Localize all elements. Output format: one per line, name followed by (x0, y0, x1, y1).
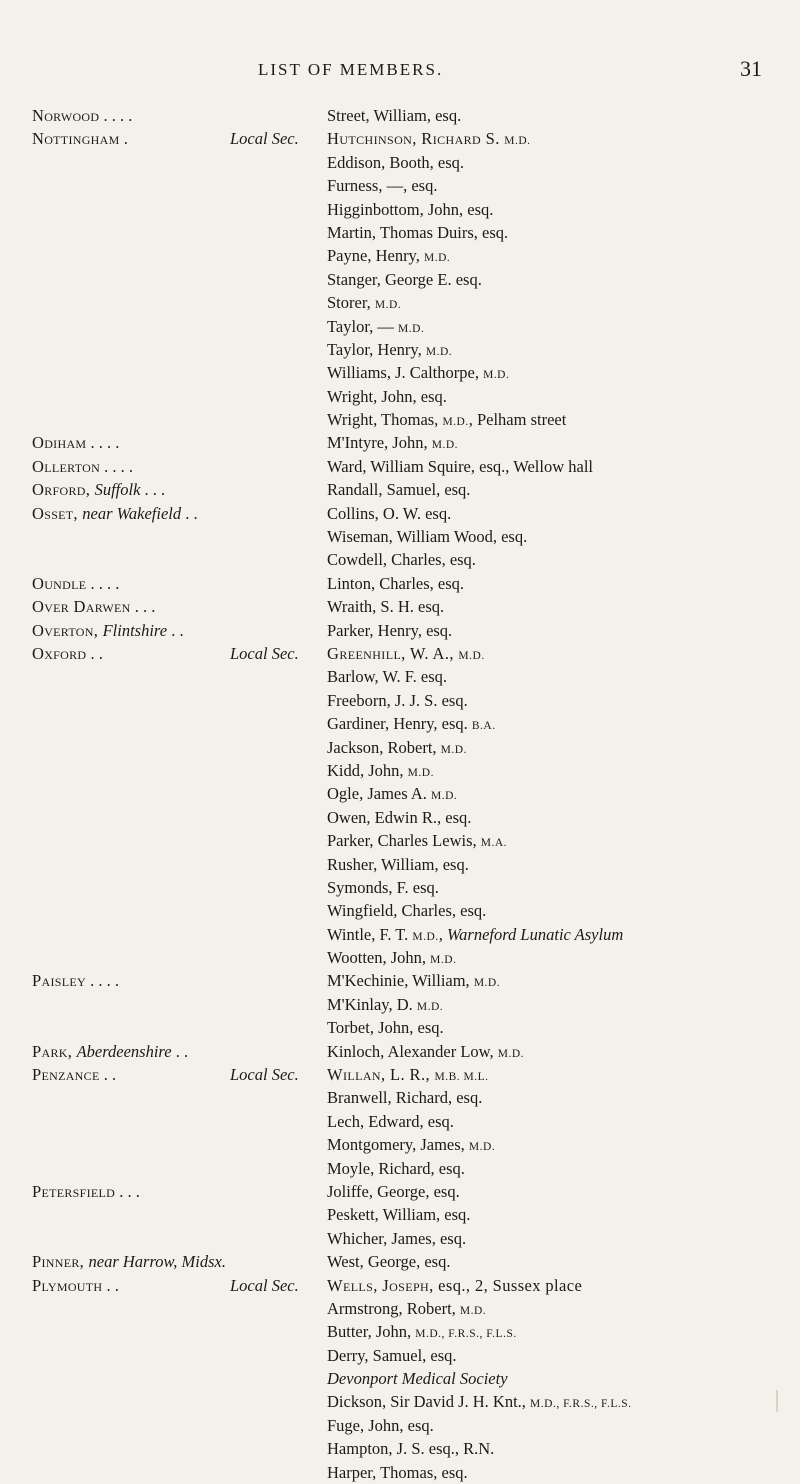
leader-dots: . . . (130, 597, 156, 617)
member-entry (327, 174, 437, 197)
member-name: Derry, Samuel, esq. (327, 1345, 457, 1365)
member-name: Wright, John, esq. (327, 386, 447, 406)
list-item (0, 712, 800, 735)
member-name: Wootten, John, (327, 948, 431, 968)
member-name: Rusher, William, esq. (327, 854, 469, 874)
member-name: Peskett, William, esq. (327, 1205, 471, 1225)
member-name: M'Kechinie, William, (327, 971, 474, 991)
member-name: Wraith, S. H. esq. (327, 597, 445, 617)
members-list (0, 104, 800, 1484)
member-name: Armstrong, Robert, (327, 1298, 460, 1318)
leader-dots: . . (86, 643, 103, 663)
list-item (0, 502, 800, 525)
place-name (32, 1063, 322, 1086)
member-degree: M.D. (374, 299, 402, 312)
leader-dots: . (119, 129, 128, 149)
member-name: Branwell, Richard, esq. (327, 1088, 483, 1108)
list-item (0, 478, 800, 501)
local-secretary-label: Local Sec. (230, 643, 299, 663)
member-name: Cowdell, Charles, esq. (327, 550, 476, 570)
member-name: Wiseman, William Wood, esq. (327, 527, 528, 547)
list-item (0, 689, 800, 712)
member-entry (327, 455, 593, 478)
member-name: Barlow, W. F. esq. (327, 667, 447, 687)
list-item (0, 1227, 800, 1250)
list-item (0, 1040, 800, 1063)
place-label: Petersfield (32, 1181, 116, 1201)
place-label: Odiham (32, 433, 87, 453)
page-title: LIST OF MEMBERS. (258, 60, 444, 79)
member-entry (327, 689, 468, 712)
list-item (0, 408, 800, 431)
list-item (0, 642, 800, 665)
list-item (0, 969, 800, 992)
list-item (0, 361, 800, 384)
member-degree: M.D. (398, 322, 425, 335)
list-item (0, 1414, 800, 1437)
member-name: Street, William, esq. (327, 106, 462, 125)
member-entry (327, 665, 447, 688)
member-name: Randall, Samuel, esq. (327, 480, 471, 500)
member-entry (327, 806, 471, 829)
member-entry (327, 1203, 470, 1226)
place-name (32, 1274, 322, 1297)
member-entry (327, 572, 464, 595)
member-entry (327, 1367, 508, 1390)
member-name: Martin, Thomas Duirs, esq. (327, 222, 509, 242)
member-name: Wells, Joseph, (327, 1275, 439, 1295)
member-entry (327, 104, 461, 127)
member-name: Jackson, Robert, (327, 737, 441, 757)
member-degree: M.D. (458, 649, 485, 662)
member-name: Kidd, John, (327, 760, 408, 780)
list-item (0, 736, 800, 759)
place-name (32, 431, 322, 454)
member-degree: M.D. (442, 416, 469, 429)
member-name: Wright, Thomas, (327, 410, 443, 430)
member-entry (327, 268, 482, 291)
list-item (0, 127, 800, 150)
page-number: 31 (740, 56, 762, 81)
place-name (32, 969, 322, 992)
leader-dots: . . . . (100, 456, 134, 476)
member-name: Ward, William Squire, esq., Wellow hall (327, 456, 593, 476)
list-item (0, 946, 800, 969)
place-label: Nottingham (32, 129, 120, 149)
leader-dots: . . . . (85, 971, 119, 991)
member-degree: M.D. (407, 766, 434, 779)
member-name: Butter, John, (327, 1322, 416, 1342)
member-name: Taylor, — (327, 316, 399, 336)
member-entry (327, 525, 527, 548)
place-name (32, 478, 322, 501)
member-name: M'Intyre, John, (327, 433, 432, 453)
member-name: Collins, O. W. esq. (327, 503, 452, 523)
member-entry (327, 1414, 434, 1437)
list-item (0, 876, 800, 899)
place-label: Over Darwen (32, 597, 131, 617)
list-item (0, 1437, 800, 1460)
list-item (0, 1390, 800, 1413)
list-item (0, 1274, 800, 1297)
list-item (0, 315, 800, 338)
member-degree: M.D. (473, 977, 501, 990)
list-item (0, 221, 800, 244)
list-item (0, 1157, 800, 1180)
member-entry (327, 876, 439, 899)
member-name: West, George, esq. (327, 1252, 451, 1272)
list-item (0, 1063, 800, 1086)
list-item (0, 385, 800, 408)
member-name: Moyle, Richard, esq. (327, 1158, 465, 1178)
leader-dots: . . . (140, 480, 166, 500)
place-name (32, 1180, 322, 1203)
member-entry (327, 548, 476, 571)
list-item (0, 1367, 800, 1390)
member-name: Stanger, George E. esq. (327, 269, 482, 289)
member-entry (327, 1461, 468, 1484)
place-label: Oxford (32, 643, 87, 663)
member-name: Devonport Medical Society (327, 1369, 508, 1389)
member-entry (327, 1016, 444, 1039)
member-entry (327, 1157, 465, 1180)
member-entry (327, 1437, 494, 1460)
leader-dots: . . . . (86, 433, 120, 453)
member-name: Storer, (327, 293, 375, 313)
place-name (32, 104, 322, 127)
member-name: Kinloch, Alexander Low, (327, 1041, 498, 1061)
member-entry (327, 385, 447, 408)
member-degree: M.D. (483, 369, 510, 382)
list-item (0, 1320, 800, 1343)
place-label: Pinner, (32, 1252, 89, 1272)
member-name: Willan, L. R., (327, 1065, 435, 1085)
member-name: Furness, —, esq. (327, 176, 438, 196)
member-entry (327, 853, 469, 876)
member-entry (327, 151, 464, 174)
list-item (0, 665, 800, 688)
leader-dots: . . (171, 1041, 189, 1061)
member-name: Parker, Charles Lewis, (327, 831, 481, 851)
leader-dots: . . . (115, 1181, 140, 1201)
leader-dots: . . (102, 1275, 119, 1295)
member-degree: B.A. (471, 720, 496, 733)
member-name: Payne, Henry, (327, 246, 424, 266)
list-item (0, 619, 800, 642)
member-entry (327, 595, 444, 618)
member-name: Hampton, J. S. esq., R.N. (327, 1439, 495, 1459)
member-degree: M.D. (504, 135, 531, 148)
list-item (0, 431, 800, 454)
member-name: Greenhill, W. A., (327, 643, 459, 663)
place-label: Norwood (32, 106, 100, 125)
place-name (32, 502, 322, 525)
member-degree: M.D. (459, 1304, 487, 1317)
member-address: , Pelham street (468, 410, 567, 430)
member-entry (327, 1250, 450, 1273)
member-entry (327, 1344, 457, 1367)
member-degree: M.D., F.R.S., F.L.S. (415, 1328, 517, 1341)
member-entry (327, 1274, 582, 1297)
place-label: Penzance (32, 1065, 100, 1085)
member-address: esq., 2, Sussex place (438, 1275, 583, 1295)
list-item (0, 782, 800, 805)
list-item (0, 244, 800, 267)
member-name: Symonds, F. esq. (327, 877, 439, 897)
member-name: Eddison, Booth, esq. (327, 152, 465, 172)
place-name (32, 595, 322, 618)
member-name: Torbet, John, esq. (327, 1018, 444, 1038)
list-item (0, 759, 800, 782)
list-item (0, 1461, 800, 1484)
member-entry (327, 478, 470, 501)
leader-dots: . . . . (86, 573, 120, 593)
member-name: Gardiner, Henry, esq. (327, 714, 472, 734)
member-name: Fuge, John, esq. (327, 1415, 434, 1435)
local-secretary-label: Local Sec. (230, 1065, 299, 1085)
place-label: Plymouth (32, 1275, 103, 1295)
member-name: M'Kinlay, D. (327, 994, 417, 1014)
place-name (32, 619, 322, 642)
member-name: Lech, Edward, esq. (327, 1111, 454, 1131)
list-item (0, 806, 800, 829)
member-name: Owen, Edwin R., esq. (327, 807, 472, 827)
member-name: Wingfield, Charles, esq. (327, 901, 487, 921)
member-degree: M.D. (425, 345, 453, 358)
list-item (0, 455, 800, 478)
member-entry (327, 899, 486, 922)
member-name: Williams, J. Calthorpe, (327, 363, 484, 383)
list-item (0, 993, 800, 1016)
member-name: Joliffe, George, esq. (327, 1181, 460, 1201)
leader-dots: . . (181, 503, 198, 523)
member-name: Harper, Thomas, esq. (327, 1462, 468, 1482)
list-item (0, 1133, 800, 1156)
member-degree: M.D., F.R.S., F.L.S. (530, 1398, 632, 1411)
list-item (0, 268, 800, 291)
member-degree: M.D. (424, 252, 451, 265)
leader-dots: . . (99, 1065, 117, 1085)
list-item (0, 548, 800, 571)
place-label: Overton, (32, 620, 103, 640)
member-degree: M.B. M.L. (434, 1071, 489, 1084)
place-name (32, 642, 322, 665)
member-entry (327, 1086, 482, 1109)
member-degree: M.D. (440, 743, 467, 756)
list-item (0, 1203, 800, 1226)
member-name: Dickson, Sir David J. H. Knt., (327, 1392, 531, 1412)
place-label: Park, (32, 1041, 77, 1061)
place-label: Paisley (32, 971, 86, 991)
member-degree: M.D. (497, 1047, 525, 1060)
place-qualifier: Flintshire (102, 620, 168, 640)
list-item (0, 572, 800, 595)
member-entry (327, 1180, 460, 1203)
member-degree: M.A. (480, 837, 508, 850)
member-degree: M.D. (430, 954, 457, 967)
leader-dots: . . (167, 620, 184, 640)
list-item (0, 1086, 800, 1109)
member-entry (327, 502, 451, 525)
list-item (0, 1250, 800, 1273)
member-degree: M.D. (431, 790, 458, 803)
list-item (0, 829, 800, 852)
list-item (0, 595, 800, 618)
member-entry (327, 619, 452, 642)
place-name (32, 572, 322, 595)
place-label: Ollerton (32, 456, 101, 476)
list-item (0, 1297, 800, 1320)
member-entry (327, 198, 493, 221)
running-head (0, 52, 800, 82)
list-item (0, 923, 800, 946)
local-secretary-label: Local Sec. (230, 129, 299, 149)
list-item (0, 1016, 800, 1039)
member-entry (327, 221, 508, 244)
member-name: Linton, Charles, esq. (327, 573, 465, 593)
list-item (0, 174, 800, 197)
local-secretary-label: Local Sec. (230, 1275, 299, 1295)
list-item (0, 338, 800, 361)
list-item (0, 198, 800, 221)
list-item (0, 525, 800, 548)
list-item (0, 151, 800, 174)
list-item (0, 853, 800, 876)
list-item (0, 1344, 800, 1367)
list-item (0, 291, 800, 314)
place-label: Oundle (32, 573, 87, 593)
member-name: Higginbottom, John, esq. (327, 199, 494, 219)
member-entry (327, 1227, 466, 1250)
place-qualifier: Aberdeenshire (76, 1041, 172, 1061)
member-degree: M.D. (412, 930, 439, 943)
place-label: Osset, (32, 503, 83, 523)
list-item (0, 104, 800, 127)
member-institution: , Warneford Lunatic Asylum (438, 924, 624, 944)
place-qualifier: near Harrow, Midsx. (88, 1252, 226, 1272)
member-degree: M.D. (468, 1141, 496, 1154)
margin-mark (776, 1390, 778, 1412)
place-name (32, 127, 322, 150)
member-name: Montgomery, James, (327, 1135, 469, 1155)
member-name: Ogle, James A. (327, 784, 432, 804)
member-name: Wintle, F. T. (327, 924, 413, 944)
place-qualifier: near Wakefield (82, 503, 182, 523)
list-item (0, 899, 800, 922)
member-name: Whicher, James, esq. (327, 1228, 467, 1248)
list-item (0, 1110, 800, 1133)
member-name: Taylor, Henry, (327, 339, 426, 359)
member-name: Parker, Henry, esq. (327, 620, 453, 640)
place-name (32, 1040, 322, 1063)
list-item (0, 1180, 800, 1203)
member-degree: M.D. (431, 439, 458, 452)
member-name: Freeborn, J. J. S. esq. (327, 690, 468, 710)
place-label: Orford, (32, 480, 95, 500)
leader-dots: . . . . (99, 106, 133, 125)
member-entry (327, 1110, 454, 1133)
place-name (32, 455, 322, 478)
place-qualifier: Suffolk (94, 480, 141, 500)
member-name: Hutchinson, Richard S. (327, 129, 505, 149)
member-degree: M.D. (416, 1000, 444, 1013)
place-name (32, 1250, 322, 1273)
